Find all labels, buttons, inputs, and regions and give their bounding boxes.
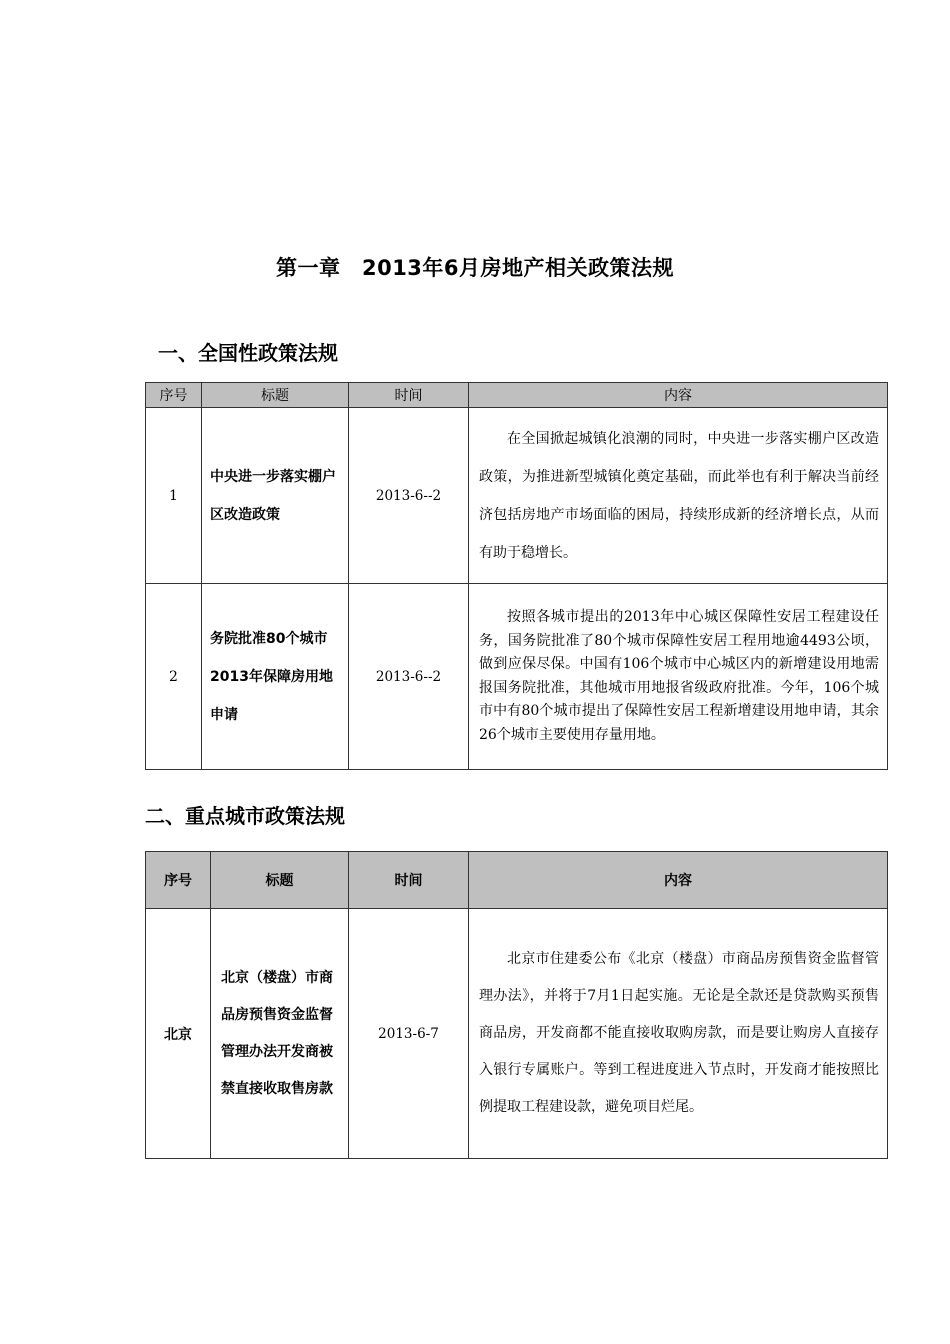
row-content-text: 在全国掀起城镇化浪潮的同时，中央进一步落实棚户区改造政策，为推进新型城镇化奠定基础，而此举也有利于解决当前经济包括房地产市场面临的困局，持续形成新的经济增长点，从而有助于稳增长。 [479, 430, 879, 561]
column-header-title: 标题 [211, 852, 349, 909]
row-date: 2013-6--2 [349, 584, 469, 770]
table-header-row [146, 852, 888, 909]
national-policy-table [145, 382, 888, 770]
column-header-title: 标题 [202, 383, 349, 408]
column-header-date: 时间 [349, 383, 469, 408]
row-title: 北京（楼盘）市商品房预售资金监督管理办法开发商被禁直接收取售房款 [211, 909, 349, 1159]
row-date: 2013-6--2 [349, 408, 469, 584]
row-title: 务院批准80个城市2013年保障房用地申请 [202, 584, 349, 770]
row-content [469, 584, 888, 770]
row-content-text: 按照各城市提出的2013年中心城区保障性安居工程建设任务，国务院批准了80个城市保障性安居工程用地逾4493公顷，做到应保尽保。中国有106个城市中心城区内的新增建设用地需报国务院批准，其他城市用地报省级政府批准。今年，106个城市中有80个城市提出了保障性安居工程新增建设用地申请，其余26个城市主要使用存量用地。 [479, 609, 879, 743]
row-num: 2 [146, 584, 202, 770]
column-header-date: 时间 [349, 852, 469, 909]
chapter-title: 第一章 2013年6月房地产相关政策法规 [275, 256, 675, 280]
column-header-num: 序号 [146, 852, 211, 909]
section-heading-key-cities: 二、重点城市政策法规 [145, 804, 345, 828]
section-heading-national: 一、全国性政策法规 [158, 341, 338, 365]
row-content-text: 北京市住建委公布《北京（楼盘）市商品房预售资金监督管理办法》，并将于7月1日起实施。无论是全款还是贷款购买预售商品房，开发商都不能直接收取购房款，而是要让购房人直接存入银行专属账户。等到工程进度进入节点时，开发商才能按照比例提取工程建设款，避免项目烂尾。 [479, 951, 879, 1115]
table-row [146, 584, 888, 770]
row-title: 中央进一步落实棚户区改造政策 [202, 408, 349, 584]
city-policy-table [145, 851, 888, 1159]
column-header-num: 序号 [146, 383, 202, 408]
row-city: 北京 [146, 909, 211, 1159]
row-date: 2013-6-7 [349, 909, 469, 1159]
row-content [469, 408, 888, 584]
row-content [469, 909, 888, 1159]
table-row [146, 909, 888, 1159]
row-num: 1 [146, 408, 202, 584]
column-header-content: 内容 [469, 383, 888, 408]
table-row [146, 408, 888, 584]
column-header-content: 内容 [469, 852, 888, 909]
table-header-row [146, 383, 888, 408]
